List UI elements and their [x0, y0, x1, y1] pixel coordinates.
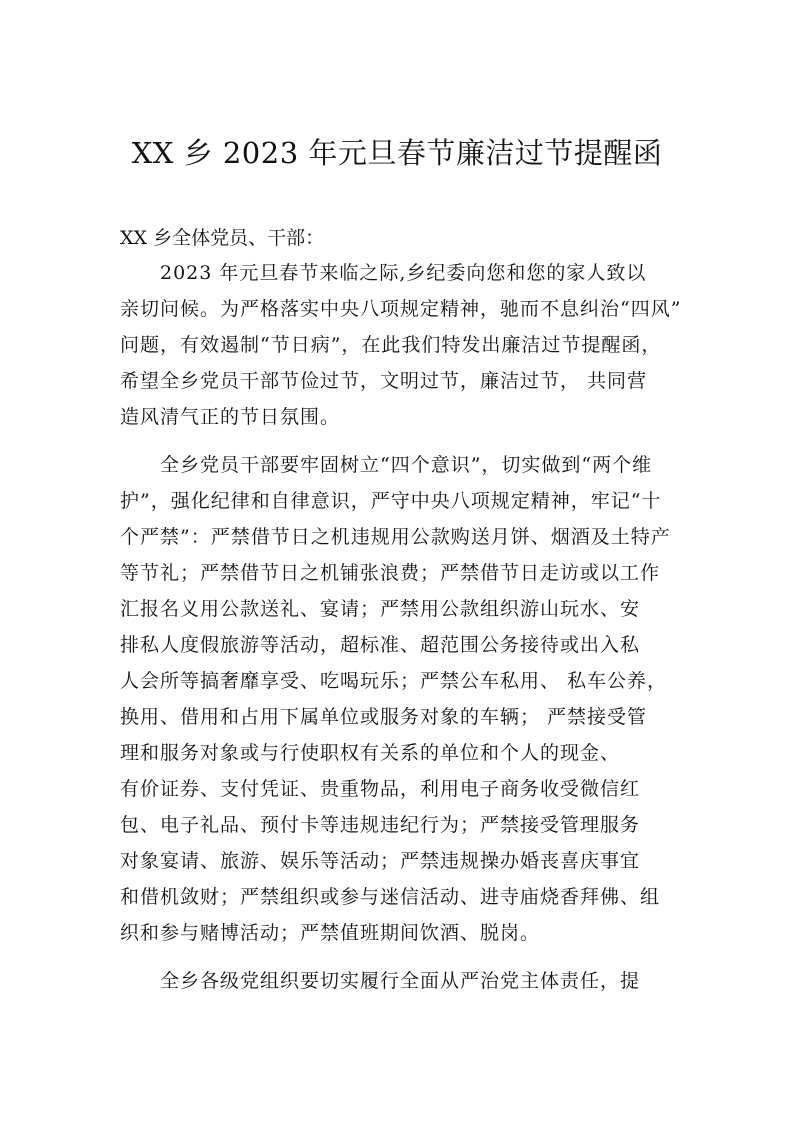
paragraph-line: 亲切问候。为严格落实中央八项规定精神，驰而不息纠治“四风” — [120, 298, 682, 320]
paragraph-line: 造风清气正的节日氛围。 — [120, 406, 341, 428]
paragraph-line: 希望全乡党员干部节俭过节，文明过节，廉洁过节， 共同营 — [120, 370, 648, 392]
paragraph-line: 排私人度假旅游等活动，超标准、超范围公务接待或出入私 — [120, 634, 641, 656]
paragraph-line: 全乡各级党组织要切实履行全面从严治党主体责任，提 — [160, 970, 641, 992]
paragraph-line: 等节礼；严禁借节日之机铺张浪费；严禁借节日走访或以工作 — [120, 562, 661, 584]
paragraph-line: 个严禁”：严禁借节日之机违规用公款购送月饼、烟酒及土特产 — [120, 526, 671, 548]
paragraph-line: 人会所等搞奢靡享受、吃喝玩乐；严禁公车私用、 私车公养， — [120, 670, 668, 692]
paragraph-line: 对象宴请、旅游、娱乐等活动；严禁违规操办婚丧喜庆事宜 — [120, 850, 641, 872]
paragraph-line: 全乡党员干部要牢固树立“四个意识”，切实做到“两个维 — [160, 454, 653, 476]
paragraph-line: 2023 年元旦春节来临之际,乡纪委向您和您的家人致以 — [160, 262, 647, 284]
paragraph-line: 问题，有效遏制“节日病”，在此我们特发出廉洁过节提醒函， — [120, 334, 662, 356]
paragraph-line: 换用、借用和占用下属单位或服务对象的车辆； 严禁接受管 — [120, 706, 648, 728]
paragraph-line: 包、电子礼品、预付卡等违规违纪行为；严禁接受管理服务 — [120, 814, 641, 836]
paragraph-line: 和借机敛财；严禁组织或参与迷信活动、进寺庙烧香拜佛、组 — [120, 886, 661, 908]
document-title: XX 乡 2023 年元旦春节廉洁过节提醒函 — [131, 136, 663, 170]
paragraph-line: 护”，强化纪律和自律意识，严守中央八项规定精神，牢记“十 — [120, 490, 662, 512]
paragraph-line: 汇报名义用公款送礼、宴请；严禁用公款组织游山玩水、安 — [120, 598, 641, 620]
salutation: XX 乡全体党员、干部： — [120, 227, 325, 249]
paragraph-line: 织和参与赌博活动；严禁值班期间饮酒、脱岗。 — [120, 922, 541, 944]
paragraph-line: 理和服务对象或与行使职权有关系的单位和个人的现金、 — [120, 742, 621, 764]
paragraph-line: 有价证券、支付凭证、贵重物品，利用电子商务收受微信红 — [120, 778, 641, 800]
